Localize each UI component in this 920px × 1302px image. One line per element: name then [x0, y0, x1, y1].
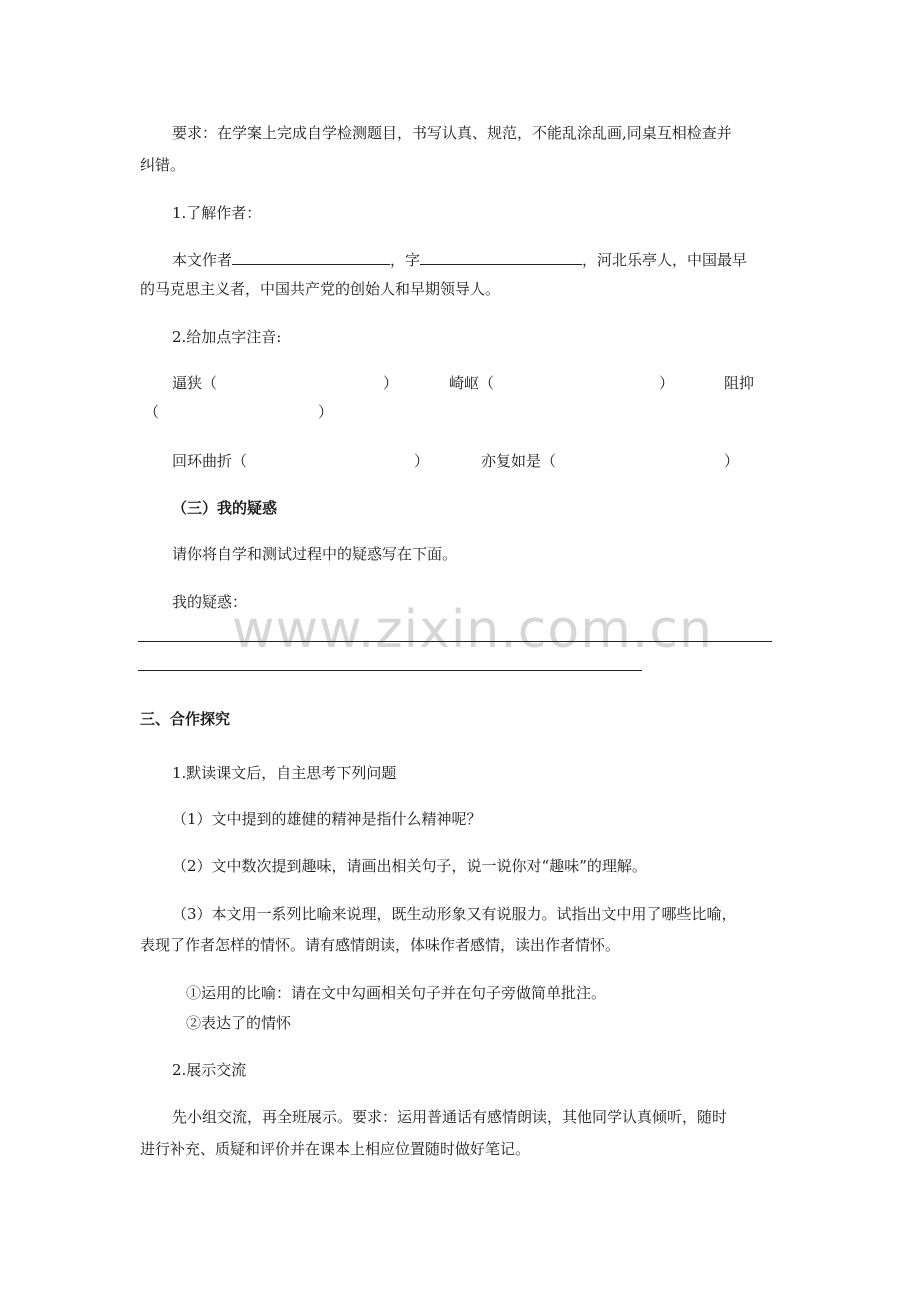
q1-text-c: ，河北乐亭人，中国最早 [582, 251, 748, 269]
pinyin-close: ） [724, 452, 740, 470]
pinyin-close: ） [659, 374, 675, 392]
q1-line-1 [172, 249, 747, 270]
question-1: （1）文中提到的雄健的精神是指什么精神呢？ [172, 810, 482, 828]
pinyin-close: ） [383, 374, 399, 392]
q1-text-b: ，字 [390, 251, 421, 269]
answer-line [138, 641, 772, 642]
q2-heading: 2.给加点字注音: [172, 328, 282, 346]
question-3-line-2: 表现了作者怎样的情怀。请有感情朗读，体味作者感情，读出作者情怀。 [140, 936, 621, 954]
item-2-line-2: 进行补充、质疑和评价并在课本上相应位置随时做好笔记。 [140, 1140, 531, 1158]
pinyin-close: ） [318, 403, 334, 421]
section3-heading: 三、合作探究 [140, 710, 231, 728]
watermark: www.zixin.com.cn [232, 600, 713, 660]
item-2-line-1: 先小组交流，再全班展示。要求：运用普通话有感情朗读，其他同学认真倾听，随时 [172, 1108, 728, 1126]
pinyin-word: 崎岖（ [449, 374, 495, 392]
pinyin-item-qiqu [449, 373, 494, 393]
pinyin-item-bixia [172, 373, 217, 393]
pinyin-word: 逼狭（ [172, 374, 218, 392]
q1-text-a: 本文作者 [172, 251, 233, 269]
answer-line [138, 670, 642, 671]
pinyin-item-yifu: 亦复如是（ [481, 452, 557, 470]
intro-line-1: 要求：在学案上完成自学检测题目，书写认真、规范，不能乱涂乱画,同桌互相检查并 [172, 124, 732, 142]
pinyin-close: ） [414, 452, 430, 470]
question-3-line-1: （3）本文用一系列比喻来说理，既生动形象又有说服力。试指出文中用了哪些比喻， [172, 905, 737, 923]
pinyin-open: （ [144, 403, 160, 421]
author-name-blank [232, 249, 390, 265]
pinyin-item-huihuan: 回环曲折（ [172, 452, 248, 470]
q1-line-2: 的马克思主义者，中国共产党的创始人和早期领导人。 [140, 280, 501, 298]
pinyin-item-zuyi: 阻抑 [724, 374, 755, 392]
q1-heading: 1.了解作者： [172, 204, 262, 222]
section3-item-2: 2.展示交流 [172, 1061, 247, 1079]
task-metaphors: ①运用的比喻：请在文中勾画相关句子并在句子旁做简单批注。 [186, 984, 607, 1002]
question-2: （2）文中数次提到趣味，请画出相关句子，说一说你对“趣味”的理解。 [172, 857, 647, 875]
doubt-label: 我的疑惑： [172, 593, 248, 611]
intro-line-2: 纠错。 [140, 156, 186, 174]
task-sentiments: ②表达了的情怀 [186, 1014, 292, 1032]
courtesy-name-blank [420, 249, 582, 265]
section3-item-1: 1.默读课文后，自主思考下列问题 [172, 764, 397, 782]
doubt-heading: （三）我的疑惑 [172, 499, 278, 517]
doubt-instruction: 请你将自学和测试过程中的疑惑写在下面。 [172, 545, 458, 563]
